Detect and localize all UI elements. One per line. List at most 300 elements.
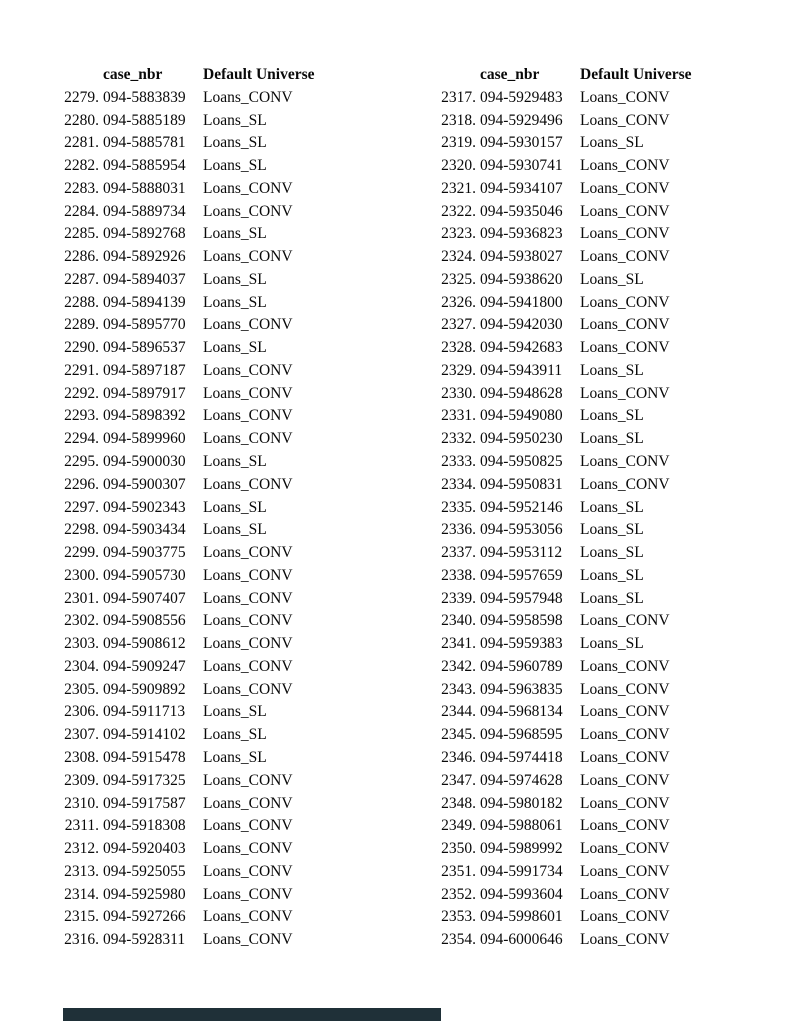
table-row <box>57 178 315 201</box>
table-row <box>57 884 315 907</box>
row-index: 2282. <box>64 157 99 175</box>
table-rows-left <box>57 87 315 952</box>
row-index: 2333. <box>441 453 476 471</box>
row-index: 2345. <box>441 726 476 744</box>
case-number-value: 094-5960789 <box>480 657 563 675</box>
default-universe-value: Loans_SL <box>580 134 644 152</box>
case-number-value: 094-5950230 <box>480 430 563 448</box>
case-number-value: 094-5938620 <box>480 270 563 288</box>
table-row <box>434 178 692 201</box>
row-index: 2309. <box>64 771 99 789</box>
default-universe-value: Loans_CONV <box>580 931 670 949</box>
default-universe-value: Loans_SL <box>580 544 644 562</box>
row-index: 2296. <box>64 475 99 493</box>
default-universe-value: Loans_SL <box>580 589 644 607</box>
case-number-value: 094-5915478 <box>103 748 186 766</box>
case-number-value: 094-5959383 <box>480 635 563 653</box>
case-number-value: 094-5991734 <box>480 862 563 880</box>
default-universe-value: Loans_CONV <box>203 544 293 562</box>
case-number-value: 094-5998601 <box>480 908 563 926</box>
row-index: 2351. <box>441 862 476 880</box>
table-row <box>434 610 692 633</box>
default-universe-value: Loans_SL <box>203 111 267 129</box>
default-universe-value: Loans_SL <box>203 270 267 288</box>
row-index: 2286. <box>64 248 99 266</box>
row-index: 2323. <box>441 225 476 243</box>
default-universe-value: Loans_SL <box>203 498 267 516</box>
row-index: 2302. <box>64 612 99 630</box>
case-number-value: 094-5900030 <box>103 453 186 471</box>
table-row <box>57 87 315 110</box>
case-number-value: 094-5896537 <box>103 339 186 357</box>
default-universe-value: Loans_SL <box>580 407 644 425</box>
row-index: 2320. <box>441 157 476 175</box>
default-universe-value: Loans_CONV <box>203 635 293 653</box>
case-number-value: 094-5941800 <box>480 293 563 311</box>
default-universe-value: Loans_SL <box>580 566 644 584</box>
case-number-value: 094-5930157 <box>480 134 563 152</box>
case-number-value: 094-5925055 <box>103 862 186 880</box>
column-header-case-nbr: case_nbr <box>480 66 540 83</box>
case-number-value: 094-5911713 <box>103 703 186 721</box>
case-number-value: 094-5917325 <box>103 771 186 789</box>
table-row <box>434 679 692 702</box>
row-index: 2305. <box>64 680 99 698</box>
table-row <box>57 337 315 360</box>
case-number-value: 094-5908612 <box>103 635 186 653</box>
default-universe-value: Loans_SL <box>203 453 267 471</box>
row-index: 2317. <box>441 88 476 106</box>
default-universe-value: Loans_SL <box>203 521 267 539</box>
row-index: 2334. <box>441 475 476 493</box>
row-index: 2292. <box>64 384 99 402</box>
default-universe-value: Loans_CONV <box>203 612 293 630</box>
default-universe-value: Loans_SL <box>203 748 267 766</box>
scan-artifact-bar <box>63 1008 441 1021</box>
default-universe-value: Loans_SL <box>203 134 267 152</box>
case-number-value: 094-5892768 <box>103 225 186 243</box>
default-universe-value: Loans_CONV <box>203 430 293 448</box>
default-universe-value: Loans_CONV <box>580 339 670 357</box>
row-index: 2349. <box>441 817 476 835</box>
row-index: 2332. <box>441 430 476 448</box>
default-universe-value: Loans_CONV <box>580 726 670 744</box>
case-number-value: 094-5885189 <box>103 111 186 129</box>
table-row <box>434 861 692 884</box>
row-index: 2353. <box>441 908 476 926</box>
row-index: 2293. <box>64 407 99 425</box>
case-number-value: 094-5920403 <box>103 840 186 858</box>
table-row <box>434 542 692 565</box>
table-row <box>57 292 315 315</box>
default-universe-value: Loans_CONV <box>580 88 670 106</box>
table-row <box>57 929 315 952</box>
default-universe-value: Loans_SL <box>203 225 267 243</box>
table-row <box>434 132 692 155</box>
default-universe-value: Loans_SL <box>203 293 267 311</box>
row-index: 2312. <box>64 840 99 858</box>
default-universe-value: Loans_CONV <box>203 384 293 402</box>
table-rows-right <box>434 87 692 952</box>
row-index: 2342. <box>441 657 476 675</box>
row-index: 2306. <box>64 703 99 721</box>
default-universe-value: Loans_CONV <box>203 248 293 266</box>
row-index: 2308. <box>64 748 99 766</box>
default-universe-value: Loans_SL <box>580 430 644 448</box>
default-universe-value: Loans_CONV <box>580 316 670 334</box>
case-number-value: 094-5942030 <box>480 316 563 334</box>
case-number-value: 094-6000646 <box>480 931 563 949</box>
header-index-spacer <box>57 64 99 87</box>
column-header-default-universe: Default Universe <box>203 66 315 83</box>
table-row <box>434 815 692 838</box>
table-row <box>57 838 315 861</box>
table-row <box>434 497 692 520</box>
row-index: 2347. <box>441 771 476 789</box>
default-universe-value: Loans_CONV <box>580 862 670 880</box>
default-universe-value: Loans_CONV <box>203 931 293 949</box>
default-universe-value: Loans_CONV <box>580 475 670 493</box>
row-index: 2290. <box>64 339 99 357</box>
case-number-value: 094-5918308 <box>103 817 186 835</box>
row-index: 2338. <box>441 566 476 584</box>
default-universe-value: Loans_SL <box>203 726 267 744</box>
case-table-right <box>434 64 692 952</box>
default-universe-value: Loans_CONV <box>580 885 670 903</box>
case-number-value: 094-5950831 <box>480 475 563 493</box>
row-index: 2291. <box>64 361 99 379</box>
default-universe-value: Loans_SL <box>580 521 644 539</box>
table-row <box>434 360 692 383</box>
table-row <box>57 679 315 702</box>
case-number-value: 094-5895770 <box>103 316 186 334</box>
table-header-left <box>57 64 315 87</box>
row-index: 2326. <box>441 293 476 311</box>
case-number-value: 094-5950825 <box>480 453 563 471</box>
case-number-value: 094-5902343 <box>103 498 186 516</box>
row-index: 2313. <box>64 862 99 880</box>
row-index: 2330. <box>441 384 476 402</box>
row-index: 2352. <box>441 885 476 903</box>
table-row <box>57 360 315 383</box>
case-number-value: 094-5903775 <box>103 544 186 562</box>
case-number-value: 094-5899960 <box>103 430 186 448</box>
table-row <box>434 405 692 428</box>
table-row <box>434 906 692 929</box>
row-index: 2337. <box>441 544 476 562</box>
table-row <box>57 269 315 292</box>
default-universe-value: Loans_CONV <box>580 248 670 266</box>
table-row <box>57 383 315 406</box>
case-number-value: 094-5935046 <box>480 202 563 220</box>
table-row <box>434 747 692 770</box>
table-row <box>57 110 315 133</box>
case-number-value: 094-5974628 <box>480 771 563 789</box>
case-number-value: 094-5892926 <box>103 248 186 266</box>
default-universe-value: Loans_CONV <box>580 384 670 402</box>
default-universe-value: Loans_CONV <box>580 157 670 175</box>
case-number-value: 094-5953056 <box>480 521 563 539</box>
table-row <box>434 701 692 724</box>
row-index: 2335. <box>441 498 476 516</box>
table-row <box>57 724 315 747</box>
column-header-case-nbr: case_nbr <box>103 66 163 83</box>
default-universe-value: Loans_CONV <box>203 566 293 584</box>
default-universe-value: Loans_CONV <box>203 407 293 425</box>
default-universe-value: Loans_CONV <box>203 908 293 926</box>
table-row <box>57 474 315 497</box>
table-row <box>57 201 315 224</box>
default-universe-value: Loans_CONV <box>580 840 670 858</box>
table-row <box>57 519 315 542</box>
table-row <box>434 451 692 474</box>
case-number-value: 094-5888031 <box>103 179 186 197</box>
default-universe-value: Loans_CONV <box>203 771 293 789</box>
case-number-value: 094-5936823 <box>480 225 563 243</box>
table-row <box>57 497 315 520</box>
case-number-value: 094-5883839 <box>103 88 186 106</box>
default-universe-value: Loans_CONV <box>203 88 293 106</box>
table-row <box>434 269 692 292</box>
default-universe-value: Loans_CONV <box>203 475 293 493</box>
case-table-left <box>57 64 315 952</box>
table-row <box>434 884 692 907</box>
case-number-value: 094-5968595 <box>480 726 563 744</box>
table-row <box>57 906 315 929</box>
case-number-value: 094-5889734 <box>103 202 186 220</box>
case-number-value: 094-5908556 <box>103 612 186 630</box>
table-row <box>57 656 315 679</box>
table-row <box>434 474 692 497</box>
default-universe-value: Loans_CONV <box>580 771 670 789</box>
table-row <box>434 383 692 406</box>
table-row <box>434 337 692 360</box>
table-row <box>57 610 315 633</box>
row-index: 2314. <box>64 885 99 903</box>
row-index: 2285. <box>64 225 99 243</box>
default-universe-value: Loans_CONV <box>580 225 670 243</box>
default-universe-value: Loans_CONV <box>580 202 670 220</box>
default-universe-value: Loans_SL <box>580 635 644 653</box>
case-number-value: 094-5957659 <box>480 566 563 584</box>
table-row <box>434 656 692 679</box>
default-universe-value: Loans_CONV <box>580 453 670 471</box>
row-index: 2327. <box>441 316 476 334</box>
table-row <box>57 246 315 269</box>
row-index: 2279. <box>64 88 99 106</box>
table-row <box>57 815 315 838</box>
row-index: 2339. <box>441 589 476 607</box>
table-row <box>57 451 315 474</box>
row-index: 2318. <box>441 111 476 129</box>
case-number-value: 094-5907407 <box>103 589 186 607</box>
default-universe-value: Loans_CONV <box>203 316 293 334</box>
case-number-value: 094-5953112 <box>480 544 563 562</box>
row-index: 2350. <box>441 840 476 858</box>
row-index: 2343. <box>441 680 476 698</box>
case-number-value: 094-5958598 <box>480 612 563 630</box>
case-number-value: 094-5903434 <box>103 521 186 539</box>
row-index: 2319. <box>441 134 476 152</box>
table-row <box>434 929 692 952</box>
case-number-value: 094-5930741 <box>480 157 563 175</box>
case-number-value: 094-5897917 <box>103 384 186 402</box>
row-index: 2341. <box>441 635 476 653</box>
case-number-value: 094-5900307 <box>103 475 186 493</box>
row-index: 2303. <box>64 635 99 653</box>
row-index: 2280. <box>64 111 99 129</box>
table-header-right <box>434 64 692 87</box>
default-universe-value: Loans_SL <box>580 361 644 379</box>
default-universe-value: Loans_CONV <box>580 680 670 698</box>
table-row <box>434 519 692 542</box>
case-number-value: 094-5929496 <box>480 111 563 129</box>
case-number-value: 094-5914102 <box>103 726 186 744</box>
default-universe-value: Loans_CONV <box>580 908 670 926</box>
row-index: 2315. <box>64 908 99 926</box>
table-row <box>57 861 315 884</box>
table-row <box>57 132 315 155</box>
case-number-value: 094-5980182 <box>480 794 563 812</box>
table-row <box>434 770 692 793</box>
row-index: 2300. <box>64 566 99 584</box>
row-index: 2301. <box>64 589 99 607</box>
row-index: 2321. <box>441 179 476 197</box>
case-number-value: 094-5963835 <box>480 680 563 698</box>
row-index: 2311. <box>64 817 99 835</box>
table-row <box>57 793 315 816</box>
default-universe-value: Loans_CONV <box>203 840 293 858</box>
default-universe-value: Loans_CONV <box>580 179 670 197</box>
table-row <box>57 405 315 428</box>
row-index: 2324. <box>441 248 476 266</box>
case-number-value: 094-5988061 <box>480 817 563 835</box>
case-number-value: 094-5894037 <box>103 270 186 288</box>
default-universe-value: Loans_SL <box>203 157 267 175</box>
case-number-value: 094-5925980 <box>103 885 186 903</box>
table-row <box>57 565 315 588</box>
row-index: 2325. <box>441 270 476 288</box>
case-number-value: 094-5927266 <box>103 908 186 926</box>
default-universe-value: Loans_SL <box>580 270 644 288</box>
row-index: 2288. <box>64 293 99 311</box>
case-number-value: 094-5898392 <box>103 407 186 425</box>
row-index: 2283. <box>64 179 99 197</box>
case-number-value: 094-5917587 <box>103 794 186 812</box>
table-row <box>57 588 315 611</box>
table-row <box>434 87 692 110</box>
table-row <box>434 155 692 178</box>
case-number-value: 094-5989992 <box>480 840 563 858</box>
case-number-value: 094-5905730 <box>103 566 186 584</box>
default-universe-value: Loans_CONV <box>580 703 670 721</box>
default-universe-value: Loans_CONV <box>203 202 293 220</box>
table-row <box>434 588 692 611</box>
table-row <box>57 428 315 451</box>
header-index-spacer <box>434 64 476 87</box>
row-index: 2348. <box>441 794 476 812</box>
row-index: 2307. <box>64 726 99 744</box>
table-row <box>57 633 315 656</box>
case-number-value: 094-5968134 <box>480 703 563 721</box>
default-universe-value: Loans_CONV <box>580 111 670 129</box>
row-index: 2281. <box>64 134 99 152</box>
default-universe-value: Loans_SL <box>203 703 267 721</box>
row-index: 2329. <box>441 361 476 379</box>
case-number-value: 094-5909892 <box>103 680 186 698</box>
case-number-value: 094-5974418 <box>480 748 563 766</box>
case-number-value: 094-5897187 <box>103 361 186 379</box>
row-index: 2304. <box>64 657 99 675</box>
default-universe-value: Loans_CONV <box>203 794 293 812</box>
default-universe-value: Loans_CONV <box>203 862 293 880</box>
row-index: 2322. <box>441 202 476 220</box>
table-row <box>434 223 692 246</box>
row-index: 2298. <box>64 521 99 539</box>
default-universe-value: Loans_CONV <box>580 817 670 835</box>
table-row <box>434 724 692 747</box>
row-index: 2316. <box>64 931 99 949</box>
row-index: 2328. <box>441 339 476 357</box>
case-number-value: 094-5929483 <box>480 88 563 106</box>
case-number-value: 094-5885781 <box>103 134 186 152</box>
table-row <box>434 428 692 451</box>
row-index: 2310. <box>64 794 99 812</box>
row-index: 2331. <box>441 407 476 425</box>
case-number-value: 094-5948628 <box>480 384 563 402</box>
case-number-value: 094-5938027 <box>480 248 563 266</box>
case-number-value: 094-5909247 <box>103 657 186 675</box>
default-universe-value: Loans_CONV <box>203 885 293 903</box>
default-universe-value: Loans_SL <box>203 339 267 357</box>
default-universe-value: Loans_SL <box>580 498 644 516</box>
table-row <box>434 793 692 816</box>
default-universe-value: Loans_CONV <box>203 589 293 607</box>
row-index: 2299. <box>64 544 99 562</box>
table-row <box>57 701 315 724</box>
case-number-value: 094-5957948 <box>480 589 563 607</box>
default-universe-value: Loans_CONV <box>203 361 293 379</box>
default-universe-value: Loans_CONV <box>580 794 670 812</box>
table-row <box>434 201 692 224</box>
default-universe-value: Loans_CONV <box>580 748 670 766</box>
table-row <box>57 223 315 246</box>
case-number-value: 094-5952146 <box>480 498 563 516</box>
table-row <box>434 633 692 656</box>
default-universe-value: Loans_CONV <box>203 817 293 835</box>
table-row <box>434 314 692 337</box>
row-index: 2340. <box>441 612 476 630</box>
table-row <box>57 314 315 337</box>
case-number-value: 094-5894139 <box>103 293 186 311</box>
table-row <box>57 155 315 178</box>
case-number-value: 094-5928311 <box>103 931 186 949</box>
default-universe-value: Loans_CONV <box>580 293 670 311</box>
default-universe-value: Loans_CONV <box>203 680 293 698</box>
case-number-value: 094-5943911 <box>480 361 563 379</box>
row-index: 2295. <box>64 453 99 471</box>
row-index: 2284. <box>64 202 99 220</box>
row-index: 2289. <box>64 316 99 334</box>
case-number-value: 094-5993604 <box>480 885 563 903</box>
table-row <box>434 246 692 269</box>
row-index: 2344. <box>441 703 476 721</box>
table-row <box>57 770 315 793</box>
default-universe-value: Loans_CONV <box>203 657 293 675</box>
row-index: 2294. <box>64 430 99 448</box>
table-row <box>434 565 692 588</box>
case-number-value: 094-5942683 <box>480 339 563 357</box>
